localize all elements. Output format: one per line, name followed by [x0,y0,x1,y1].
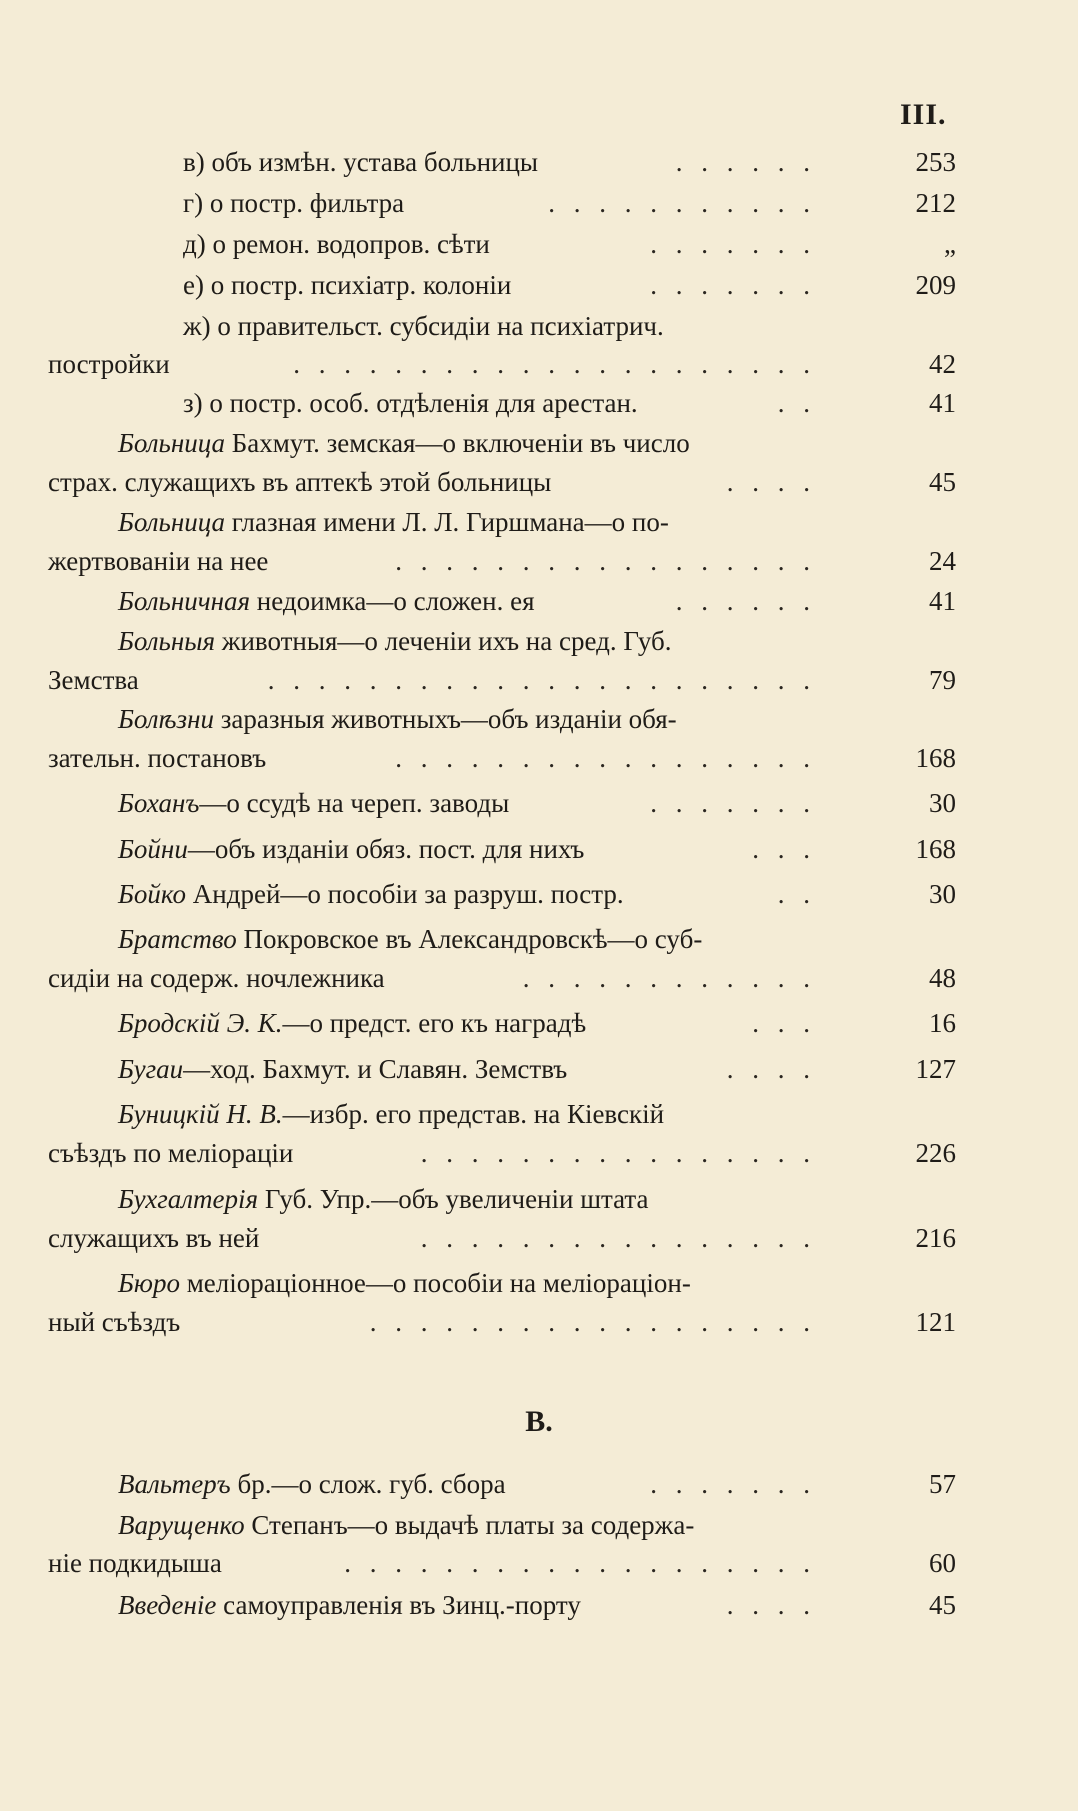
entry-body: глазная имени Л. Л. Гиршмана—о по- [225,507,669,537]
leader-dots: . . . . . . [675,586,816,616]
index-entry-line [48,503,956,541]
entry-body: —ход. Бахмут. и Славян. Земствъ [183,1054,568,1084]
leader-dots: . . . . [726,1590,816,1620]
index-entry-line [48,830,956,868]
leader-dots: . . . . . . . . . . . [548,188,816,218]
leader-dots: . . . . . . . . . . . . . . . . . . . [344,1548,816,1578]
index-entry-line [48,1506,956,1544]
index-entry-line [48,1050,956,1088]
entry-body: Степанъ—о выдачѣ платы за содержа- [244,1510,695,1540]
entry-text [48,622,672,660]
entry-heading: Больныя [118,626,216,656]
page-reference: 45 [929,467,956,497]
entry-text [48,700,677,738]
page-number: III. [900,98,947,131]
index-entry-line [48,266,956,304]
page-reference: 60 [929,1548,956,1578]
entry-heading: Бойни [118,834,188,864]
leader-dots: . . . . . . . . . . . . . . . . [420,1223,816,1253]
entry-body: заразныя животныхъ—объ изданіи обя- [213,704,677,734]
index-entry-line [48,1544,956,1582]
entry-body: г) о постр. фильтра [183,188,405,218]
index-entry-line [48,463,956,501]
leader-dots: . . . [752,834,816,864]
index-entry-line [48,542,956,580]
page-reference: 48 [929,963,956,993]
index-entry-line [48,582,956,620]
page-reference: 212 [915,188,956,218]
entry-heading: Больничная [118,586,251,616]
entry-body: —о ссудѣ на череп. заводы [199,788,510,818]
leader-dots: . . . . [726,467,816,497]
leader-dots: . . . . . . . [650,270,816,300]
entry-heading: Бюро [118,1268,180,1298]
leader-dots: . . [777,388,816,418]
leader-dots: . . . . . . . [650,788,816,818]
index-entry-line [48,1264,956,1302]
index-entry-line [48,1586,956,1624]
index-entry-line [48,1004,956,1042]
entry-body: ніе подкидыша [48,1548,222,1578]
leader-dots: . . . . . . . . . . . . . . . . . . . . . [293,349,816,379]
entry-body: меліораціонное—о пособіи на меліораціон- [179,1268,691,1298]
entry-text [48,424,690,462]
page-reference: 30 [929,879,956,909]
page-reference: 168 [915,834,956,864]
index-entry-line [48,661,956,699]
page-reference: 41 [929,586,956,616]
entry-heading: Бухгалтерія [118,1184,259,1214]
leader-dots: . . . . . . . [650,1469,816,1499]
page-reference: 253 [915,147,956,177]
index-entry-line [48,622,956,660]
leader-dots: . . . [752,1008,816,1038]
index-entry-line [48,700,956,738]
page-reference: 79 [929,665,956,695]
entry-body: ж) о правительст. субсидіи на психіатрич. [183,311,664,341]
index-entry-line [48,959,956,997]
entry-body: жертвованіи на нее [48,546,269,576]
index-entry-line [48,1180,956,1218]
index-entry-line [48,143,956,181]
page-reference: 168 [915,743,956,773]
page-reference: 16 [929,1008,956,1038]
entry-heading: Вальтеръ [118,1469,231,1499]
index-entry-line [48,1134,956,1172]
page-reference: 24 [929,546,956,576]
index-entry-line [48,307,956,345]
index-entry-line [48,225,956,263]
index-entry-line [48,920,956,958]
entry-body: Земства [48,665,139,695]
entry-body: —избр. его представ. на Кіевскій [282,1099,665,1129]
page-reference: 41 [929,388,956,418]
index-entry-line [48,1465,956,1503]
entry-body: в) объ измѣн. устава больницы [183,147,539,177]
leader-dots: . . . . . . . . . . . . [522,963,816,993]
entry-text [48,1095,664,1133]
page-reference: 216 [915,1223,956,1253]
entry-body: зательн. постановъ [48,743,267,773]
index-entry-line [48,345,956,383]
page-reference: 45 [929,1590,956,1620]
index-entry-line [48,784,956,822]
entry-body: недоимка—о сложен. ея [250,586,535,616]
index-entry-line [48,1303,956,1341]
entry-body: —объ изданіи обяз. пост. для нихъ [187,834,585,864]
entry-text [48,1264,691,1302]
entry-body: Губ. Упр.—объ увеличеніи штата [258,1184,649,1214]
leader-dots: . . . . . . . . . . . . . . . . . . [369,1307,816,1337]
entry-body: Бахмут. земская—о включеніи въ число [225,428,690,458]
entry-body: бр.—о слож. губ. сбора [230,1469,506,1499]
page-reference: 127 [915,1054,956,1084]
entry-heading: Бугаи [118,1054,184,1084]
entry-text [48,1180,649,1218]
entry-heading: Варущенко [118,1510,245,1540]
leader-dots: . . . . . . [675,147,816,177]
index-entry-line [48,184,956,222]
entry-body: —о предст. его къ наградѣ [282,1008,587,1038]
index-entry-line [48,424,956,462]
leader-dots: . . . . . . . [650,229,816,259]
entry-text [48,503,669,541]
index-entry-line [48,1095,956,1133]
page-reference: 42 [929,349,956,379]
entry-body: ный съѣздъ [48,1307,181,1337]
section-heading: В. [525,1405,553,1438]
index-entry-line [48,875,956,913]
leader-dots: . . [777,879,816,909]
entry-heading: Больница [118,428,226,458]
entry-text [48,307,664,345]
page-reference: 209 [915,270,956,300]
entry-body: страх. служащихъ въ аптекѣ этой больницы [48,467,552,497]
page-reference: „ [944,229,956,259]
entry-text [48,920,702,958]
entry-heading: Боханъ [118,788,200,818]
entry-body: съѣздъ по мелiораціи [48,1138,294,1168]
index-entry-line [48,384,956,422]
index-entry-line [48,1219,956,1257]
entry-heading: Буницкій Н. В. [118,1099,283,1129]
entry-body: сидіи на содерж. ночлежника [48,963,385,993]
entry-body: Покровское въ Александровскѣ—о суб- [236,924,703,954]
entry-heading: Бродскій Э. К. [118,1008,283,1038]
leader-dots: . . . . . . . . . . . . . . . . . . . . . . [267,665,816,695]
entry-text [48,1506,694,1544]
entry-heading: Болѣзни [118,704,214,734]
entry-heading: Бойко [118,879,187,909]
leader-dots: . . . . . . . . . . . . . . . . . [395,743,816,773]
page-reference: 57 [929,1469,956,1499]
entry-body: Андрей—о пособіи за разруш. постр. [186,879,624,909]
entry-heading: Введеніе [118,1590,217,1620]
page-reference: 226 [915,1138,956,1168]
entry-body: е) о постр. психіатр. колоніи [183,270,512,300]
entry-body: служащихъ въ ней [48,1223,260,1253]
leader-dots: . . . . . . . . . . . . . . . . [420,1138,816,1168]
leader-dots: . . . . [726,1054,816,1084]
entry-body: д) о ремон. водопров. сѣти [183,229,490,259]
page-reference: 121 [915,1307,956,1337]
page-reference: 30 [929,788,956,818]
entry-body: з) о постр. особ. отдѣленія для арестан. [183,388,638,418]
entry-heading: Братство [118,924,237,954]
index-entry-line [48,739,956,777]
entry-body: самоуправленія въ Зинц.-порту [216,1590,581,1620]
entry-body: постройки [48,349,170,379]
entry-body: животныя—о леченіи ихъ на сред. Губ. [215,626,672,656]
entry-heading: Больница [118,507,226,537]
leader-dots: . . . . . . . . . . . . . . . . . [395,546,816,576]
